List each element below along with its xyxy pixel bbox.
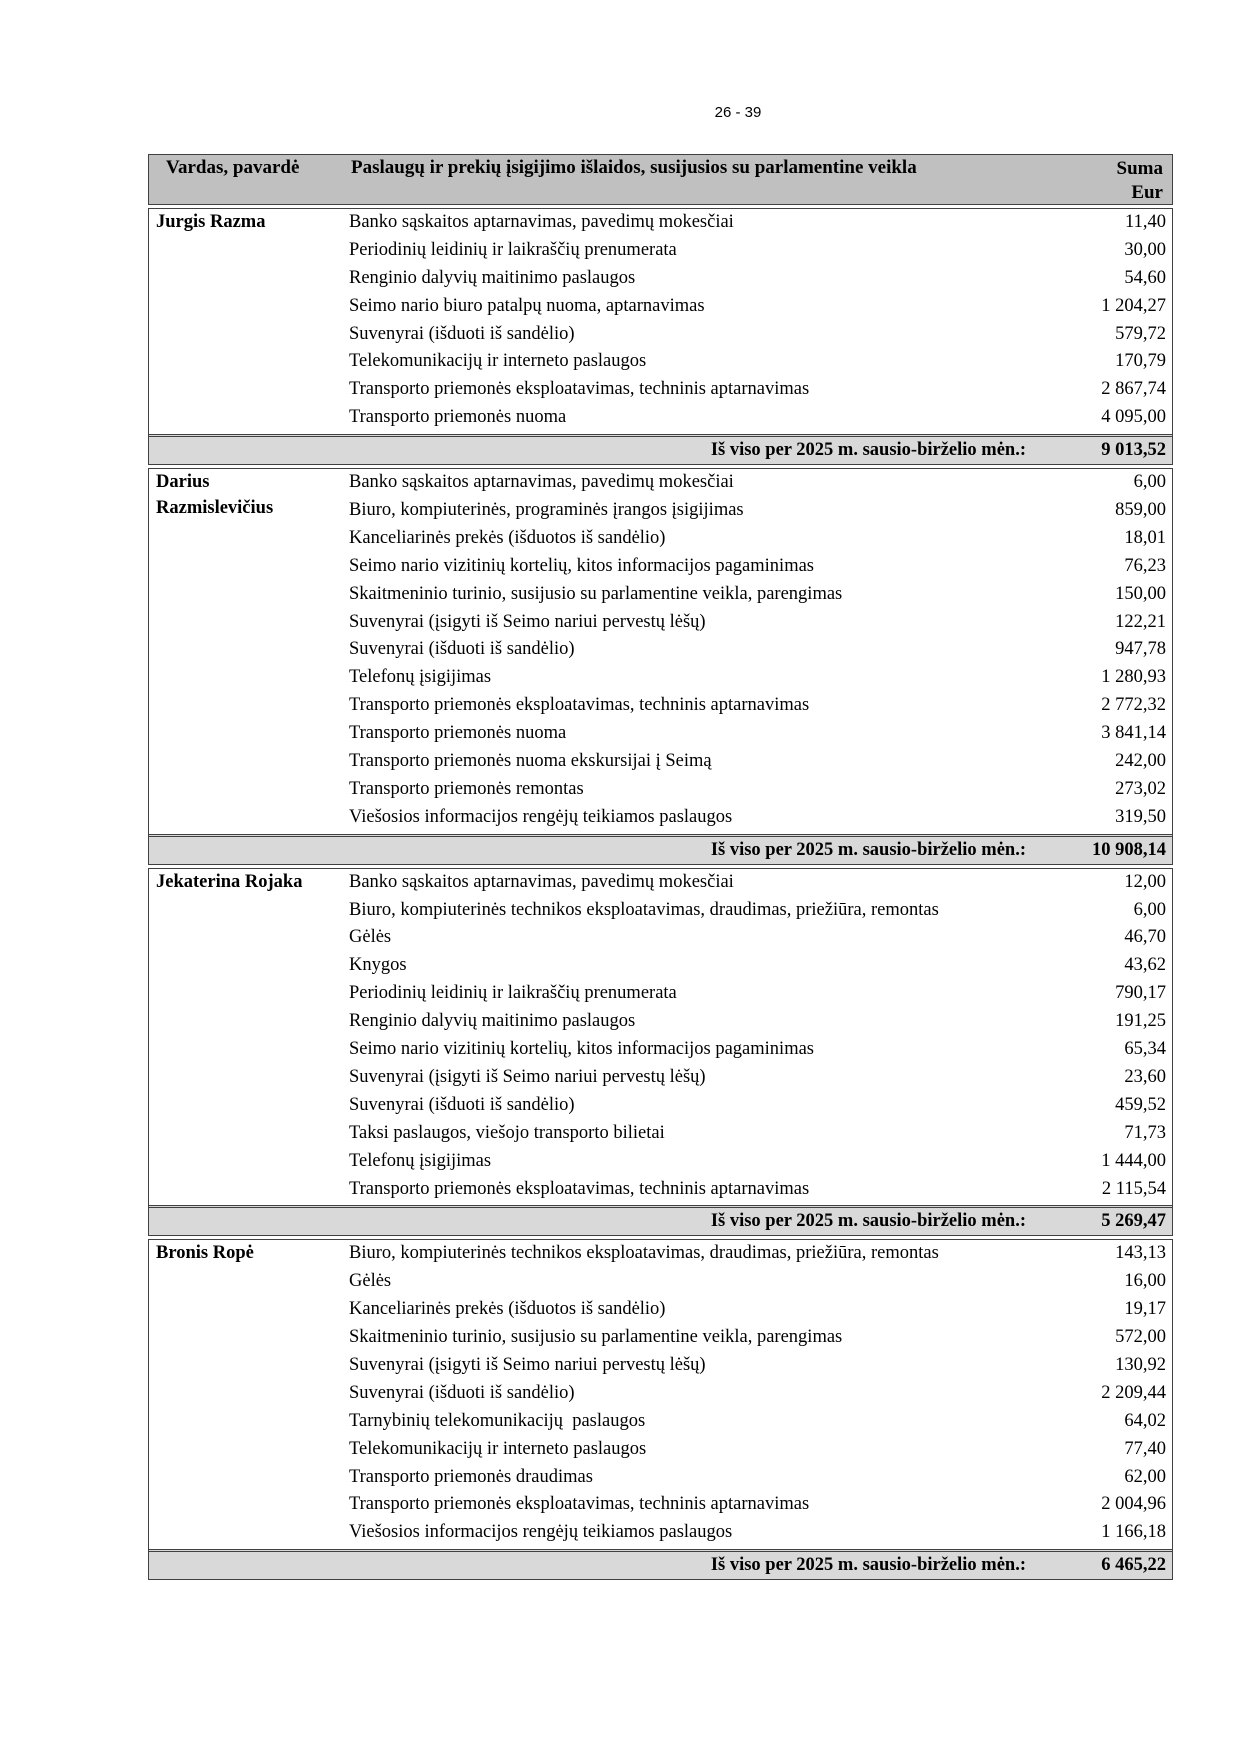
expense-sum: 2 115,54 bbox=[1101, 1178, 1166, 1199]
expense-sum: 6,00 bbox=[1133, 472, 1166, 493]
total-value: 9 013,52 bbox=[1101, 440, 1166, 461]
expense-description: Suvenyrai (įsigyti iš Seimo nariui pervestų lėšų) bbox=[349, 1066, 706, 1087]
expense-description: Telekomunikacijų ir interneto paslaugos bbox=[349, 351, 647, 372]
header-description: Paslaugų ir prekių įsigijimo išlaidos, susijusios su parlamentine veikla bbox=[351, 157, 917, 178]
expense-description: Banko sąskaitos aptarnavimas, pavedimų mokesčiai bbox=[349, 212, 734, 232]
header-name: Vardas, pavardė bbox=[166, 157, 300, 178]
expense-description: Seimo nario biuro patalpų nuoma, aptarnavimas bbox=[349, 295, 705, 316]
section-rows bbox=[149, 209, 1172, 432]
table-row bbox=[149, 897, 1172, 925]
table-row bbox=[149, 1008, 1172, 1036]
expense-description: Biuro, kompiuterinės technikos eksploatavimas, draudimas, priežiūra, remontas bbox=[349, 1243, 939, 1264]
table-row bbox=[149, 321, 1172, 349]
table-row bbox=[149, 293, 1172, 321]
expenses-table bbox=[148, 154, 1173, 1580]
expense-sum: 1 166,18 bbox=[1101, 1522, 1166, 1543]
header-sum-line1: Suma bbox=[1116, 158, 1163, 179]
total-label: Iš viso per 2025 m. sausio-birželio mėn.: bbox=[710, 440, 1026, 461]
expense-description: Periodinių leidinių ir laikraščių prenumerata bbox=[349, 983, 677, 1004]
expense-sum: 64,02 bbox=[1124, 1410, 1166, 1431]
table-row bbox=[149, 636, 1172, 664]
member-name: Jekaterina Rojaka bbox=[156, 871, 303, 892]
expense-sum: 1 444,00 bbox=[1101, 1150, 1166, 1171]
header-sum bbox=[1117, 157, 1163, 205]
table-row bbox=[149, 1296, 1172, 1324]
table-row bbox=[149, 497, 1172, 525]
table-row bbox=[149, 376, 1172, 404]
member-name: Darius Razmislevičius bbox=[156, 472, 274, 519]
expense-description: Transporto priemonės eksploatavimas, techninis aptarnavimas bbox=[349, 1494, 810, 1515]
section-rows bbox=[149, 869, 1172, 1204]
expense-sum: 947,78 bbox=[1115, 639, 1166, 660]
table-row bbox=[149, 404, 1172, 432]
expense-description: Telekomunikacijų ir interneto paslaugos bbox=[349, 1438, 647, 1459]
table-row bbox=[149, 1352, 1172, 1380]
table-row bbox=[149, 1491, 1172, 1519]
table-row bbox=[149, 469, 1172, 497]
table-row bbox=[149, 1268, 1172, 1296]
expense-description: Suvenyrai (išduoti iš sandėlio) bbox=[349, 639, 575, 660]
table-row bbox=[149, 1120, 1172, 1148]
total-label: Iš viso per 2025 m. sausio-birželio mėn.: bbox=[710, 1211, 1026, 1232]
table-row bbox=[149, 1176, 1172, 1204]
expense-description: Renginio dalyvių maitinimo paslaugos bbox=[349, 1011, 636, 1032]
expense-sum: 43,62 bbox=[1124, 955, 1166, 976]
expense-sum: 122,21 bbox=[1115, 611, 1166, 632]
expense-sum: 143,13 bbox=[1115, 1243, 1166, 1264]
expense-description: Suvenyrai (išduoti iš sandėlio) bbox=[349, 1382, 575, 1403]
table-row bbox=[149, 525, 1172, 553]
table-row bbox=[149, 209, 1172, 237]
section-total-row bbox=[149, 1549, 1172, 1580]
expense-description: Gėlės bbox=[349, 1271, 392, 1292]
expense-description: Renginio dalyvių maitinimo paslaugos bbox=[349, 267, 636, 288]
expense-description: Telefonų įsigijimas bbox=[349, 667, 492, 688]
expense-sum: 459,52 bbox=[1115, 1094, 1166, 1115]
expense-sum: 16,00 bbox=[1124, 1271, 1166, 1292]
expense-description: Banko sąskaitos aptarnavimas, pavedimų mokesčiai bbox=[349, 472, 734, 493]
table-row bbox=[149, 348, 1172, 376]
table-row bbox=[149, 1519, 1172, 1547]
table-row bbox=[149, 581, 1172, 609]
table-row bbox=[149, 748, 1172, 776]
member-section bbox=[148, 868, 1173, 1237]
table-row bbox=[149, 1464, 1172, 1492]
expense-sum: 1 280,93 bbox=[1101, 667, 1166, 688]
expense-sum: 2 867,74 bbox=[1101, 379, 1166, 400]
expense-sum: 11,40 bbox=[1125, 212, 1166, 232]
expense-sum: 790,17 bbox=[1115, 983, 1166, 1004]
expense-sum: 71,73 bbox=[1124, 1122, 1166, 1143]
expense-sum: 579,72 bbox=[1115, 323, 1166, 344]
expense-sum: 18,01 bbox=[1124, 527, 1166, 548]
table-row bbox=[149, 1380, 1172, 1408]
expense-description: Viešosios informacijos rengėjų teikiamos paslaugos bbox=[349, 1522, 733, 1543]
expense-sum: 3 841,14 bbox=[1101, 723, 1166, 744]
table-row bbox=[149, 1092, 1172, 1120]
total-value: 10 908,14 bbox=[1092, 839, 1166, 860]
table-row bbox=[149, 720, 1172, 748]
table-body bbox=[148, 208, 1173, 1580]
expense-description: Telefonų įsigijimas bbox=[349, 1150, 492, 1171]
table-row bbox=[149, 664, 1172, 692]
table-row bbox=[149, 265, 1172, 293]
expense-sum: 859,00 bbox=[1115, 500, 1166, 521]
member-section bbox=[148, 468, 1173, 865]
expense-description: Transporto priemonės eksploatavimas, techninis aptarnavimas bbox=[349, 379, 810, 400]
table-row bbox=[149, 804, 1172, 832]
expense-sum: 46,70 bbox=[1124, 927, 1166, 948]
expense-sum: 170,79 bbox=[1115, 351, 1166, 372]
expense-description: Transporto priemonės eksploatavimas, techninis aptarnavimas bbox=[349, 695, 810, 716]
table-header bbox=[148, 154, 1173, 205]
expense-description: Seimo nario vizitinių kortelių, kitos informacijos pagaminimas bbox=[349, 1039, 814, 1060]
expense-description: Kanceliarinės prekės (išduotos iš sandėlio) bbox=[349, 527, 666, 548]
member-name: Bronis Ropė bbox=[156, 1243, 254, 1264]
expense-description: Biuro, kompiuterinės technikos eksploatavimas, draudimas, priežiūra, remontas bbox=[349, 899, 939, 920]
expense-sum: 572,00 bbox=[1115, 1327, 1166, 1348]
table-row bbox=[149, 692, 1172, 720]
table-row bbox=[149, 1240, 1172, 1268]
expense-sum: 2 004,96 bbox=[1101, 1494, 1166, 1515]
section-total-row bbox=[149, 1205, 1172, 1236]
table-row bbox=[149, 1036, 1172, 1064]
expense-sum: 30,00 bbox=[1124, 239, 1166, 260]
table-row bbox=[149, 609, 1172, 637]
table-row bbox=[149, 1148, 1172, 1176]
expense-description: Biuro, kompiuterinės, programinės įrangos įsigijimas bbox=[349, 500, 744, 521]
expense-description: Taksi paslaugos, viešojo transporto bilietai bbox=[349, 1122, 665, 1143]
table-row bbox=[149, 1064, 1172, 1092]
expense-sum: 76,23 bbox=[1124, 555, 1166, 576]
expense-sum: 23,60 bbox=[1124, 1066, 1166, 1087]
expense-sum: 54,60 bbox=[1124, 267, 1166, 288]
header-sum-line2: Eur bbox=[1131, 182, 1163, 203]
expense-description: Transporto priemonės remontas bbox=[349, 778, 584, 799]
expense-description: Kanceliarinės prekės (išduotos iš sandėlio) bbox=[349, 1299, 666, 1320]
expense-sum: 65,34 bbox=[1124, 1039, 1166, 1060]
expense-sum: 2 772,32 bbox=[1101, 695, 1166, 716]
total-label: Iš viso per 2025 m. sausio-birželio mėn.: bbox=[710, 839, 1026, 860]
expense-sum: 4 095,00 bbox=[1101, 407, 1166, 428]
expense-sum: 6,00 bbox=[1133, 899, 1166, 920]
expense-sum: 130,92 bbox=[1115, 1354, 1166, 1375]
section-rows bbox=[149, 469, 1172, 832]
expense-description: Suvenyrai (išduoti iš sandėlio) bbox=[349, 323, 575, 344]
expense-sum: 150,00 bbox=[1115, 583, 1166, 604]
expense-description: Gėlės bbox=[349, 927, 392, 948]
expense-description: Transporto priemonės draudimas bbox=[349, 1466, 593, 1487]
table-row bbox=[149, 1324, 1172, 1352]
expense-sum: 77,40 bbox=[1124, 1438, 1166, 1459]
expense-sum: 191,25 bbox=[1115, 1011, 1166, 1032]
member-section bbox=[148, 1239, 1173, 1580]
table-row bbox=[149, 924, 1172, 952]
expense-sum: 12,00 bbox=[1124, 871, 1166, 892]
expense-description: Skaitmeninio turinio, susijusio su parlamentine veikla, parengimas bbox=[349, 583, 843, 604]
expense-sum: 242,00 bbox=[1115, 751, 1166, 772]
table-row bbox=[149, 869, 1172, 897]
expense-sum: 319,50 bbox=[1115, 806, 1166, 827]
member-name: Jurgis Razma bbox=[156, 212, 266, 232]
table-row bbox=[149, 776, 1172, 804]
expense-description: Suvenyrai (įsigyti iš Seimo nariui pervestų lėšų) bbox=[349, 1354, 706, 1375]
expense-description: Transporto priemonės nuoma ekskursijai į Seimą bbox=[349, 751, 712, 772]
expense-description: Transporto priemonės nuoma bbox=[349, 407, 567, 428]
member-section bbox=[148, 208, 1173, 465]
expense-description: Knygos bbox=[349, 955, 407, 976]
expense-sum: 2 209,44 bbox=[1101, 1382, 1166, 1403]
expense-description: Transporto priemonės nuoma bbox=[349, 723, 567, 744]
table-row bbox=[149, 952, 1172, 980]
expense-sum: 62,00 bbox=[1124, 1466, 1166, 1487]
table-row bbox=[149, 237, 1172, 265]
total-value: 5 269,47 bbox=[1101, 1211, 1166, 1232]
section-rows bbox=[149, 1240, 1172, 1547]
expense-description: Suvenyrai (įsigyti iš Seimo nariui pervestų lėšų) bbox=[349, 611, 706, 632]
expense-sum: 1 204,27 bbox=[1101, 295, 1166, 316]
expense-sum: 19,17 bbox=[1124, 1299, 1166, 1320]
expense-description: Suvenyrai (išduoti iš sandėlio) bbox=[349, 1094, 575, 1115]
expense-description: Seimo nario vizitinių kortelių, kitos informacijos pagaminimas bbox=[349, 555, 814, 576]
total-label: Iš viso per 2025 m. sausio-birželio mėn.: bbox=[710, 1555, 1026, 1576]
section-total-row bbox=[149, 434, 1172, 465]
table-row bbox=[149, 980, 1172, 1008]
table-row bbox=[149, 1408, 1172, 1436]
table-row bbox=[149, 553, 1172, 581]
table-row bbox=[149, 1436, 1172, 1464]
expense-sum: 273,02 bbox=[1115, 778, 1166, 799]
expense-description: Skaitmeninio turinio, susijusio su parlamentine veikla, parengimas bbox=[349, 1327, 843, 1348]
expense-description: Viešosios informacijos rengėjų teikiamos paslaugos bbox=[349, 806, 733, 827]
expense-description: Transporto priemonės eksploatavimas, techninis aptarnavimas bbox=[349, 1178, 810, 1199]
total-value: 6 465,22 bbox=[1101, 1555, 1166, 1576]
section-total-row bbox=[149, 834, 1172, 865]
expense-description: Periodinių leidinių ir laikraščių prenumerata bbox=[349, 239, 677, 260]
expense-description: Banko sąskaitos aptarnavimas, pavedimų mokesčiai bbox=[349, 871, 734, 892]
page-number: 26 - 39 bbox=[714, 104, 762, 121]
expense-description: Tarnybinių telekomunikacijų paslaugos bbox=[349, 1410, 646, 1431]
